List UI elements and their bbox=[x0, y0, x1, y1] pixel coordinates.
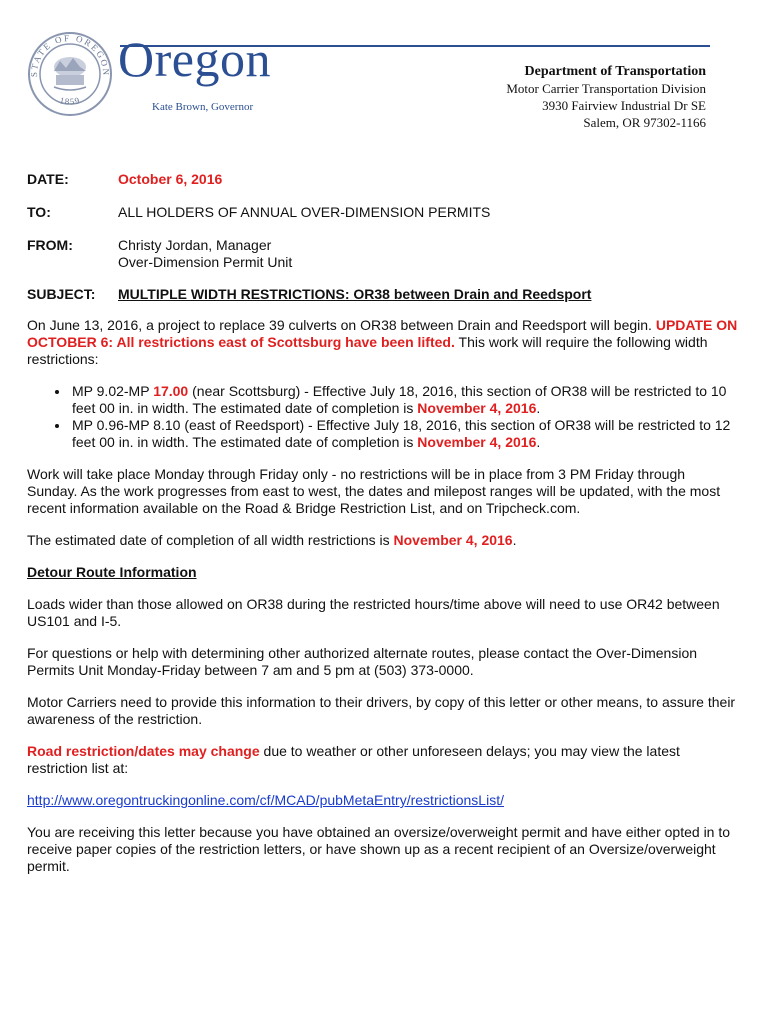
bullet-text: MP 9.02-MP bbox=[72, 383, 154, 399]
to-value: ALL HOLDERS OF ANNUAL OVER-DIMENSION PERMITS bbox=[118, 204, 491, 220]
subject-value: MULTIPLE WIDTH RESTRICTIONS: OR38 between Drain and Reedsport bbox=[118, 286, 592, 302]
date-label: DATE: bbox=[27, 171, 69, 187]
restriction-list bbox=[27, 383, 739, 451]
completion-text: . bbox=[512, 532, 517, 548]
bullet-text: . bbox=[536, 434, 541, 450]
division-name: Motor Carrier Transportation Division bbox=[506, 81, 706, 96]
completion-date-highlight: November 4, 2016 bbox=[417, 434, 537, 450]
from-line-1: Christy Jordan, Manager bbox=[118, 237, 272, 253]
carriers-paragraph: Motor Carriers need to provide this information to their drivers, by copy of this letter or other means, to assure their awareness of the restriction. bbox=[27, 694, 736, 727]
receiving-paragraph: You are receiving this letter because you have obtained an oversize/overweight permit and have either opted in to receive paper copies of the restriction letters, or have shown up as a recent recipient of an Oversize/overweight permit. bbox=[27, 824, 731, 874]
completion-paragraph bbox=[27, 532, 739, 549]
completion-date-highlight: November 4, 2016 bbox=[417, 400, 537, 416]
intro-text-cont: This work will require the following width restrictions: bbox=[27, 334, 708, 367]
date-value: October 6, 2016 bbox=[118, 171, 223, 187]
update-notice: UPDATE ON OCTOBER 6: All restrictions east of Scottsburg have been lifted. bbox=[27, 317, 738, 350]
completion-text: The estimated date of completion of all width restrictions is bbox=[27, 532, 394, 548]
detour-heading: Detour Route Information bbox=[27, 564, 197, 580]
bullet-text: . bbox=[536, 400, 541, 416]
oregon-state-seal-icon bbox=[27, 31, 113, 117]
intro-paragraph bbox=[27, 317, 739, 368]
department-name: Department of Transportation bbox=[524, 64, 706, 79]
work-schedule-paragraph: Work will take place Monday through Friday only - no restrictions will be in place from 3 PM Friday through Sunday. As the work progresses from east to west, the dates and milepost ranges will be updated, with the most recent information available on the Road & Bridge Restriction List, and on Tripcheck.com. bbox=[27, 466, 721, 516]
governor-line: Kate Brown, Governor bbox=[152, 101, 254, 113]
bullet-text: (near Scottsburg) - Effective July 18, 2016, this section of OR38 will be restricted to 10 feet 00 in. in width. The estimated date of completion is bbox=[72, 383, 727, 416]
intro-text: On June 13, 2016, a project to replace 39 culverts on OR38 between Drain and Reedsport will begin. bbox=[27, 317, 656, 333]
oregon-wordmark: Oregon bbox=[118, 31, 271, 87]
change-warning: Road restriction/dates may change bbox=[27, 743, 260, 759]
subject-label: SUBJECT: bbox=[27, 286, 96, 302]
svg-text:STATE OF OREGON: STATE OF OREGON bbox=[28, 32, 112, 78]
letter-body bbox=[27, 317, 739, 890]
change-notice-paragraph bbox=[27, 743, 739, 777]
list-item bbox=[70, 383, 739, 417]
from-line-2: Over-Dimension Permit Unit bbox=[118, 254, 293, 270]
bullet-text: MP 0.96-MP 8.10 (east of Reedsport) - Effective July 18, 2016, this section of OR38 will be restricted to 12 feet 00 in. in width. The estimated date of completion is bbox=[72, 417, 731, 450]
svg-text:1859: 1859 bbox=[58, 95, 82, 107]
from-value bbox=[118, 237, 738, 271]
restriction-list-link-paragraph bbox=[27, 792, 739, 809]
questions-paragraph: For questions or help with determining other authorized alternate routes, please contact the Over-Dimension Permits Unit Monday-Friday between 7 am and 5 pm at (503) 373-0000. bbox=[27, 645, 698, 678]
change-text: due to weather or other unforeseen delays; you may view the latest restriction list at: bbox=[27, 743, 680, 776]
completion-date-highlight: November 4, 2016 bbox=[393, 532, 513, 548]
address-line-2: Salem, OR 97302-1166 bbox=[583, 115, 706, 130]
from-label: FROM: bbox=[27, 237, 73, 253]
restriction-list-link[interactable]: http://www.oregontruckingonline.com/cf/MCAD/pubMetaEntry/restrictionsList/ bbox=[27, 792, 504, 808]
to-label: TO: bbox=[27, 204, 51, 220]
milepost-highlight: 17.00 bbox=[153, 383, 189, 399]
address-line-1: 3930 Fairview Industrial Dr SE bbox=[542, 98, 706, 113]
list-item bbox=[70, 417, 739, 451]
detour-paragraph: Loads wider than those allowed on OR38 during the restricted hours/time above will need to use OR42 between US101 and I-5. bbox=[27, 596, 720, 629]
department-address-block bbox=[506, 63, 706, 131]
